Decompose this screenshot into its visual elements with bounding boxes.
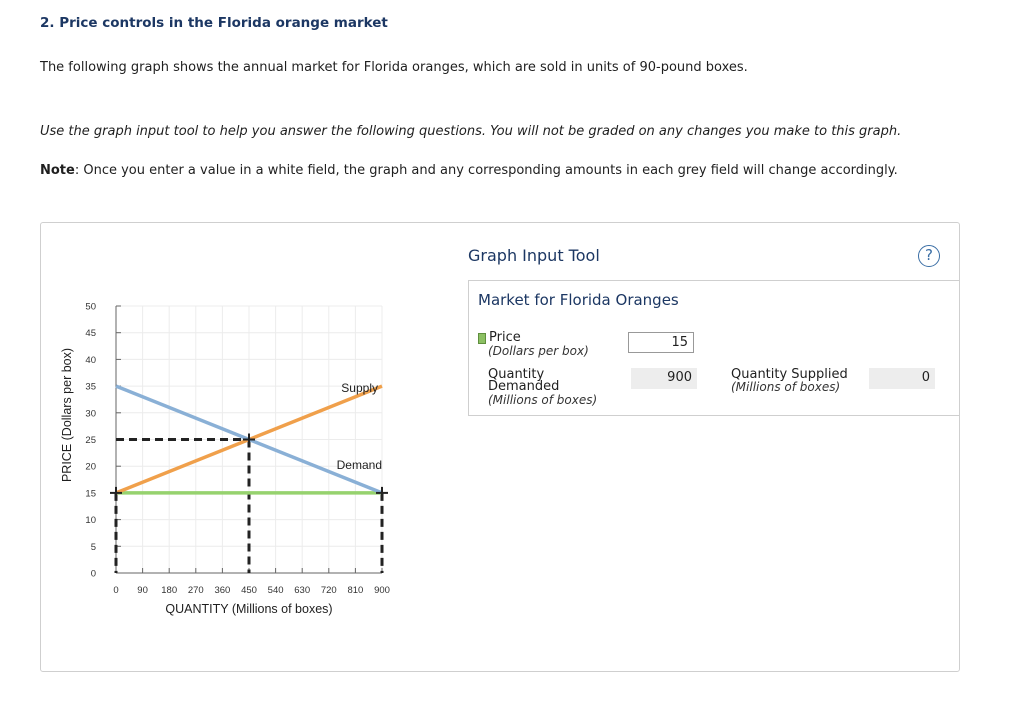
- instructions-text: Use the graph input tool to help you answer the following questions. You will not be graded on any changes you make to this graph.: [40, 124, 902, 139]
- note-label: Note: [40, 163, 75, 178]
- y-tick-label: 35: [85, 381, 96, 393]
- quantity-supplied-field: 0: [869, 368, 935, 389]
- quantity-demanded-label-2: Demanded: [488, 379, 560, 394]
- supply-demand-chart[interactable]: [40, 222, 460, 672]
- y-tick-label: 5: [90, 541, 96, 553]
- y-tick-label: 0: [90, 568, 96, 580]
- quantity-demanded-field: 900: [631, 368, 697, 389]
- quantity-demanded-unit: (Millions of boxes): [488, 393, 598, 407]
- x-tick-label: 900: [374, 585, 390, 596]
- x-tick-label: 360: [214, 585, 231, 596]
- x-tick-label: 810: [347, 585, 364, 596]
- price-unit: (Dollars per box): [488, 344, 589, 358]
- x-tick-label: 270: [187, 585, 204, 596]
- note-body: : Once you enter a value in a white field, the graph and any corresponding amounts in each grey field will change accordingly.: [74, 163, 898, 178]
- y-tick-label: 40: [85, 354, 96, 366]
- quantity-supplied-unit: (Millions of boxes): [731, 380, 841, 394]
- x-tick-label: 90: [137, 585, 148, 596]
- intro-text: The following graph shows the annual market for Florida oranges, which are sold in units of 90-pound boxes.: [40, 60, 748, 75]
- market-title: Market for Florida Oranges: [478, 291, 679, 309]
- question-title: 2. Price controls in the Florida orange market: [40, 15, 388, 31]
- help-icon[interactable]: ?: [918, 245, 940, 267]
- quantity-supplied-label: Quantity Supplied: [731, 367, 848, 382]
- graph-input-tool-title: Graph Input Tool: [468, 246, 600, 265]
- y-axis-label: PRICE (Dollars per box): [60, 347, 74, 483]
- demand-label: Demand: [336, 458, 382, 473]
- y-tick-label: 25: [85, 435, 96, 446]
- x-tick-label: 630: [294, 585, 311, 596]
- price-swatch-icon: [478, 333, 486, 344]
- chart-ticks: [85, 302, 390, 597]
- x-tick-label: 450: [241, 585, 257, 596]
- quantity-demanded-label-1: Quantity: [488, 367, 545, 382]
- y-tick-label: 15: [85, 488, 96, 500]
- y-tick-label: 45: [85, 328, 96, 340]
- x-axis-label: QUANTITY (Millions of boxes): [165, 602, 333, 616]
- y-tick-label: 50: [85, 301, 96, 313]
- x-tick-label: 180: [161, 585, 178, 596]
- price-input[interactable]: 15: [628, 332, 694, 353]
- y-tick-label: 20: [85, 461, 96, 473]
- supply-label: Supply: [341, 381, 378, 396]
- note-text: [40, 163, 898, 178]
- y-tick-label: 10: [85, 515, 96, 527]
- x-tick-label: 0: [113, 585, 119, 596]
- x-tick-label: 720: [320, 585, 337, 596]
- x-tick-label: 540: [267, 585, 284, 596]
- y-tick-label: 30: [85, 408, 96, 420]
- price-label: Price: [489, 330, 521, 345]
